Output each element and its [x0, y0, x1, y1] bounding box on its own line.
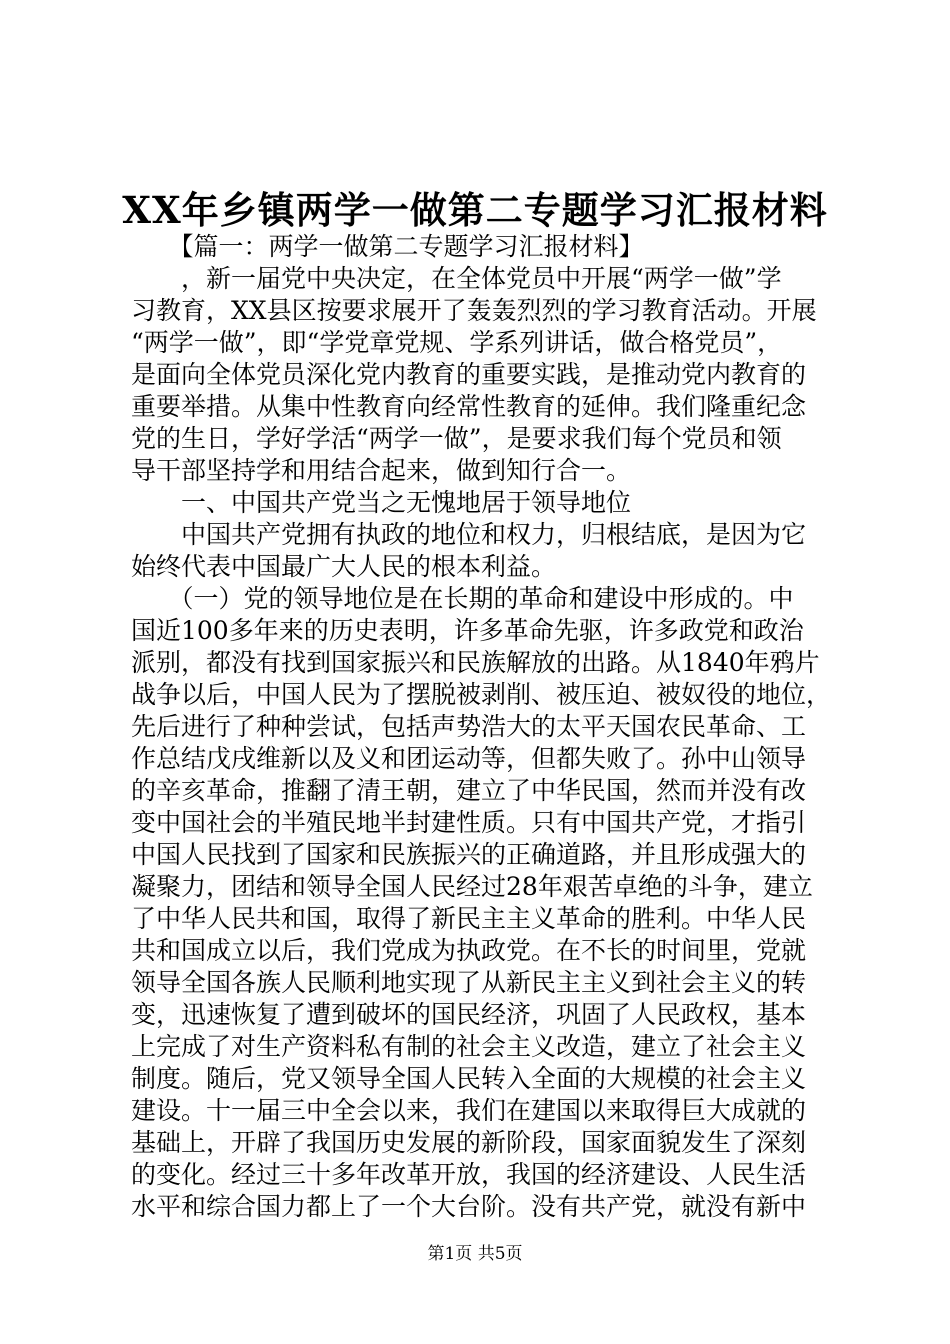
body-line: 战争以后，中国人民为了摆脱被剥削、被压迫、被奴役的地位，: [131, 680, 831, 709]
body-line: 派别，都没有找到国家振兴和民族解放的出路。从1840年鸦片: [131, 648, 820, 677]
body-line: 导干部坚持学和用结合起来，做到知行合一。: [131, 456, 632, 485]
section-heading: 一、中国共产党当之无愧地居于领导地位: [131, 488, 632, 517]
body-line: 【篇一：两学一做第二专题学习汇报材料】: [131, 232, 644, 261]
body-line: 重要举措。从集中性教育向经常性教育的延伸。我们隆重纪念: [131, 392, 807, 421]
body-line: 作总结戊戌维新以及义和团运动等，但都失败了。孙中山领导: [131, 744, 807, 773]
body-line: 变中国社会的半殖民地半封建性质。只有中国共产党，才指引: [131, 808, 807, 837]
body-line: 习教育，XX县区按要求展开了轰轰烈烈的学习教育活动。开展: [131, 296, 817, 325]
body-line: 的辛亥革命，推翻了清王朝，建立了中华民国，然而并没有改: [131, 776, 807, 805]
body-line: 建设。十一届三中全会以来，我们在建国以来取得巨大成就的: [131, 1096, 807, 1125]
body-line: 领导全国各族人民顺利地实现了从新民主主义到社会主义的转: [131, 968, 807, 997]
page-number-footer: 第1页 共5页: [427, 1244, 523, 1264]
body-line: 共和国成立以后，我们党成为执政党。在不长的时间里，党就: [131, 936, 807, 965]
document-body: [131, 231, 831, 1223]
body-line: 是面向全体党员深化党内教育的重要实践，是推动党内教育的: [131, 360, 807, 389]
body-line: 先后进行了种种尝试，包括声势浩大的太平天国农民革命、工: [131, 712, 807, 741]
body-line: ，新一届党中央决定，在全体党员中开展“两学一做”学: [131, 264, 782, 293]
body-line: 水平和综合国力都上了一个大台阶。没有共产党，就没有新中: [131, 1192, 807, 1221]
body-line: 凝聚力，团结和领导全国人民经过28年艰苦卓绝的斗争，建立: [131, 872, 813, 901]
body-line: 国近100多年来的历史表明，许多革命先驱，许多政党和政治: [131, 616, 804, 645]
body-line: “两学一做”，即“学党章党规、学系列讲话，做合格党员”，: [131, 328, 783, 357]
body-line: 变，迅速恢复了遭到破坏的国民经济，巩固了人民政权，基本: [131, 1000, 807, 1029]
body-line: 基础上，开辟了我国历史发展的新阶段，国家面貌发生了深刻: [131, 1128, 807, 1157]
body-line: 的变化。经过三十多年改革开放，我国的经济建设、人民生活: [131, 1160, 807, 1189]
body-line: 始终代表中国最广大人民的根本利益。: [131, 552, 557, 581]
body-line: 上完成了对生产资料私有制的社会主义改造，建立了社会主义: [131, 1032, 807, 1061]
body-line: （一）党的领导地位是在长期的革命和建设中形成的。中: [131, 584, 794, 613]
body-line: 制度。随后，党又领导全国人民转入全面的大规模的社会主义: [131, 1064, 807, 1093]
body-line: 党的生日，学好学活“两学一做”，是要求我们每个党员和领: [131, 424, 782, 453]
body-line: 中国共产党拥有执政的地位和权力，归根结底，是因为它: [131, 520, 807, 549]
document-title: XX年乡镇两学一做第二专题学习汇报材料: [122, 188, 828, 232]
body-line: 了中华人民共和国，取得了新民主主义革命的胜利。中华人民: [131, 904, 807, 933]
body-line: 中国人民找到了国家和民族振兴的正确道路，并且形成强大的: [131, 840, 807, 869]
